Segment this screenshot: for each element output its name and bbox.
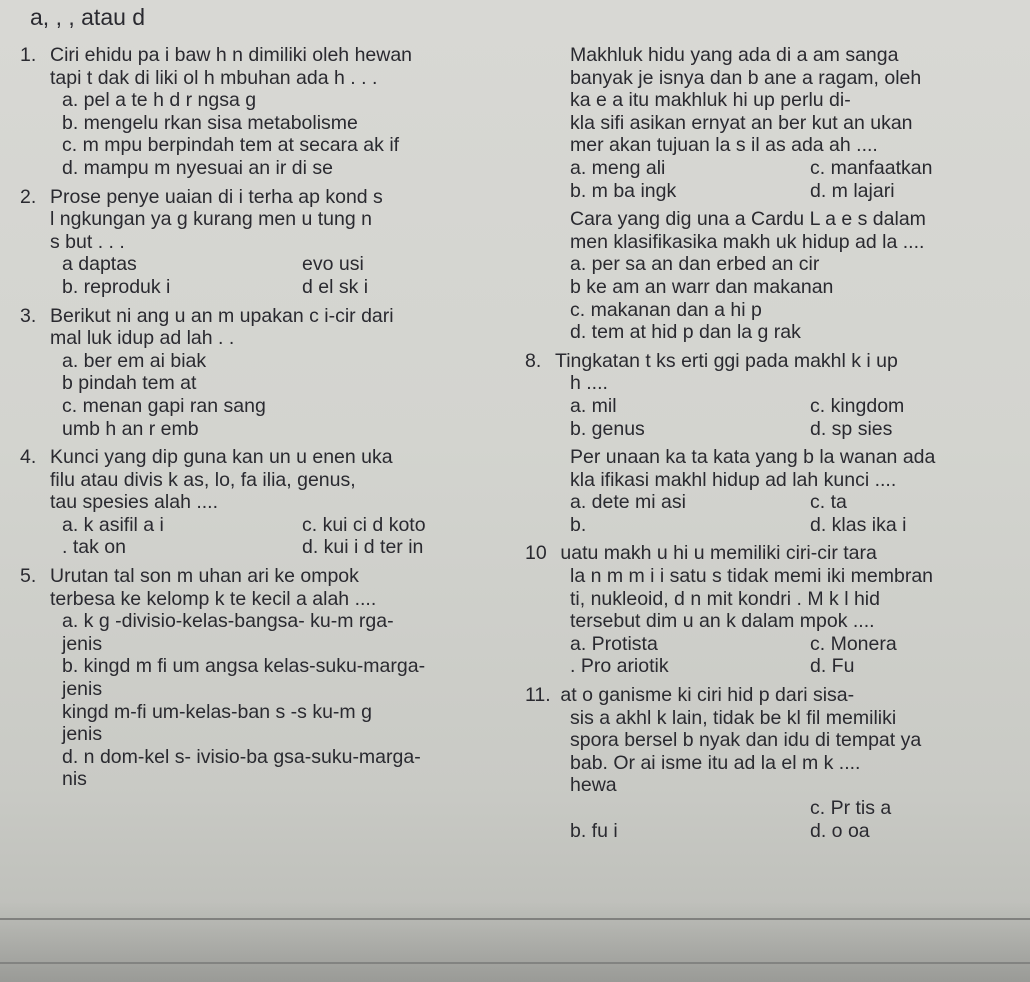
- answer-option: b. m ba ingk: [570, 179, 677, 202]
- instruction-header: a, , , atau d: [30, 4, 146, 30]
- question-stem-line: [525, 684, 1025, 707]
- question-stem-line: [20, 67, 525, 90]
- question-stem-line: [525, 610, 1025, 633]
- question-text: tau spesies alah ....: [50, 491, 219, 514]
- question-stem-line: [20, 208, 525, 231]
- question-stem-line: [20, 491, 525, 514]
- answer-option-row: [20, 276, 525, 299]
- question-text: kla sifi asikan ernyat an ber kut an ukan: [570, 111, 913, 134]
- paper-edge-line: [0, 962, 1030, 964]
- answer-option: d. mampu m nyesuai an ir di se: [62, 156, 333, 179]
- answer-option: b.: [570, 513, 587, 536]
- question-text: ti, nukleoid, d n mit kondri . M k l hid: [570, 587, 880, 610]
- answer-option: [570, 797, 810, 820]
- question-stem-line: [525, 372, 1025, 395]
- question-text: uatu makh u hi u memiliki ciri-cir tara: [555, 542, 877, 565]
- answer-option: a. k g -divisio-kelas-bangsa- ku-m rga-: [62, 610, 394, 633]
- question-text: s but . . .: [50, 230, 125, 253]
- answer-option: jenis: [62, 632, 103, 655]
- question-stem-line: [525, 565, 1025, 588]
- answer-option: jenis: [62, 723, 103, 746]
- answer-option-row: [20, 514, 525, 537]
- answer-option-row: [525, 157, 1025, 180]
- question-number: 3.: [20, 304, 37, 327]
- answer-option-row: [525, 395, 1025, 418]
- answer-option: evo usi: [302, 253, 364, 276]
- answer-option: b. mengelu rkan sisa metabolisme: [62, 111, 358, 134]
- question-text: Makhluk hidu yang ada di a am sanga: [570, 44, 899, 66]
- answer-option: d. klas ika i: [810, 513, 907, 536]
- paper-fold-line: [0, 918, 1030, 920]
- question-text: mer akan tujuan la s il as ada ah ....: [570, 134, 878, 157]
- question-text: tersebut dim u an k dalam mpok ....: [570, 610, 875, 633]
- question-stem-line: [20, 186, 525, 209]
- answer-option: c. manfaatkan: [810, 156, 933, 179]
- answer-option: c. kingdom: [810, 394, 905, 417]
- answer-option: d. kui i d ter in: [302, 536, 424, 559]
- question-text: Urutan tal son m uhan ari ke ompok: [50, 565, 359, 588]
- answer-option-row: [20, 536, 525, 559]
- question-stem-line: [525, 729, 1025, 752]
- question-stem-line: [20, 565, 525, 588]
- question-number: 2.: [20, 185, 37, 208]
- answer-option: umb h an r emb: [62, 417, 199, 440]
- answer-option: c. Pr tis a: [810, 797, 892, 819]
- question-stem-line: [525, 588, 1025, 611]
- question-stem-line: [525, 707, 1025, 730]
- question-text: l ngkungan ya g kurang men u tung n: [50, 208, 372, 231]
- question-text: bab. Or ai isme itu ad la el m k ....: [570, 751, 861, 774]
- question-text: banyak je isnya dan b ane a ragam, oleh: [570, 66, 922, 89]
- question-text: terbesa ke kelomp k te kecil a alah ....: [50, 587, 377, 610]
- answer-option-row: [525, 418, 1025, 441]
- question-text: men klasifikasika makh uk hidup ad la ....: [570, 230, 925, 253]
- question-number: 11.: [525, 684, 551, 707]
- answer-option-row: [525, 820, 1025, 843]
- question-text: kla ifikasi makhl hidup ad lah kunci ....: [570, 468, 897, 491]
- answer-option: b ke am an warr dan makanan: [570, 275, 834, 298]
- answer-option: b. reproduk i: [62, 275, 171, 298]
- question-text: Cara yang dig una a Cardu L a e s dalam: [570, 208, 926, 231]
- bottom-shadow: [0, 902, 1030, 982]
- question-stem-line: [525, 774, 1025, 797]
- answer-option: a. Protista: [570, 632, 658, 655]
- question-text: la n m m i i satu s tidak memi iki membran: [570, 565, 934, 588]
- question-number: 8.: [525, 349, 542, 372]
- answer-option-row: [525, 633, 1025, 656]
- answer-option: b pindah tem at: [62, 372, 197, 395]
- question-text: Berikut ni ang u an m upakan c i-cir dari: [50, 304, 394, 327]
- question-number: 4.: [20, 446, 37, 469]
- answer-option: d el sk i: [302, 275, 369, 298]
- question-text: hewa: [570, 774, 617, 797]
- answer-option: a. mil: [570, 394, 617, 417]
- answer-option: a. ber em ai biak: [62, 349, 207, 372]
- question-stem-line: [525, 350, 1025, 373]
- question-text: filu atau divis k as, lo, fa ilia, genus,: [50, 468, 356, 491]
- answer-option-row: [525, 655, 1025, 678]
- question-stem-line: [20, 44, 525, 67]
- answer-option: d. m lajari: [810, 179, 895, 202]
- question-text: mal luk idup ad lah . .: [50, 327, 235, 350]
- question-text: Tingkatan t ks erti ggi pada makhl k i up: [555, 349, 898, 372]
- question-gap: [20, 791, 525, 797]
- question-text: Kunci yang dip guna kan un u enen uka: [50, 446, 393, 469]
- answer-option-row: [525, 797, 1025, 820]
- question-text: at o ganisme ki ciri hid p dari sisa-: [555, 684, 855, 707]
- answer-option-row: [20, 253, 525, 276]
- answer-option: a. k asifil a i: [62, 513, 164, 536]
- question-text: Per unaan ka ta kata yang b la wanan ada: [570, 446, 936, 469]
- answer-option: a. meng ali: [570, 156, 666, 179]
- question-stem-line: [525, 752, 1025, 775]
- answer-option: a. pel a te h d r ngsa g: [62, 89, 257, 112]
- answer-option: c. m mpu berpindah tem at secara ak if: [62, 134, 400, 157]
- question-stem-line: [20, 327, 525, 350]
- question-text: Ciri ehidu pa i baw h n dimiliki oleh hewan: [50, 44, 413, 66]
- question-number: 10: [525, 542, 547, 565]
- answer-option: c. menan gapi ran sang: [62, 394, 266, 417]
- answer-option: c. kui ci d koto: [302, 513, 426, 536]
- answer-option: b. genus: [570, 417, 645, 440]
- question-stem-line: [20, 305, 525, 328]
- question-text: tapi t dak di liki ol h mbuhan ada h . . .: [50, 66, 378, 89]
- left-column: [20, 44, 525, 797]
- answer-option-row: [525, 180, 1025, 203]
- question-stem-line: [20, 231, 525, 254]
- question-number: 1.: [20, 44, 37, 66]
- answer-option: a. dete mi asi: [570, 491, 686, 514]
- answer-option: a. per sa an dan erbed an cir: [570, 253, 820, 276]
- answer-option: d. o oa: [810, 819, 870, 842]
- answer-option: d. n dom-kel s- ivisio-ba gsa-suku-marga-: [62, 745, 421, 768]
- question-stem-line: [20, 469, 525, 492]
- answer-option: . tak on: [62, 536, 126, 559]
- answer-option: d. sp sies: [810, 417, 893, 440]
- right-column: [525, 44, 1025, 842]
- answer-option: c. ta: [810, 491, 847, 514]
- answer-option: d. tem at hid p dan la g rak: [570, 321, 801, 344]
- question-text: sis a akhl k lain, tidak be kl fil memiliki: [570, 706, 897, 729]
- question-text: h ....: [570, 372, 608, 395]
- answer-option: nis: [62, 768, 87, 791]
- question-stem-line: [525, 542, 1025, 565]
- answer-option-row: [525, 491, 1025, 514]
- question-number: 5.: [20, 565, 37, 588]
- question-text: Prose penye uaian di i terha ap kond s: [50, 185, 383, 208]
- question-text: spora bersel b nyak dan idu di tempat ya: [570, 729, 922, 752]
- answer-option-row: [525, 514, 1025, 537]
- answer-option: a daptas: [62, 253, 137, 276]
- question-stem-line: [20, 588, 525, 611]
- answer-option: d. Fu: [810, 655, 855, 678]
- answer-option: jenis: [62, 678, 103, 701]
- answer-option: . Pro ariotik: [570, 655, 669, 678]
- answer-option: c. Monera: [810, 632, 897, 655]
- answer-option: c. makanan dan a hi p: [570, 298, 762, 321]
- question-text: ka e a itu makhluk hi up perlu di-: [570, 89, 851, 112]
- answer-option: b. fu i: [570, 819, 618, 842]
- answer-option: kingd m-fi um-kelas-ban s -s ku-m g: [62, 700, 372, 723]
- question-stem-line: [20, 446, 525, 469]
- answer-option: b. kingd m fi um angsa kelas-suku-marga-: [62, 655, 426, 678]
